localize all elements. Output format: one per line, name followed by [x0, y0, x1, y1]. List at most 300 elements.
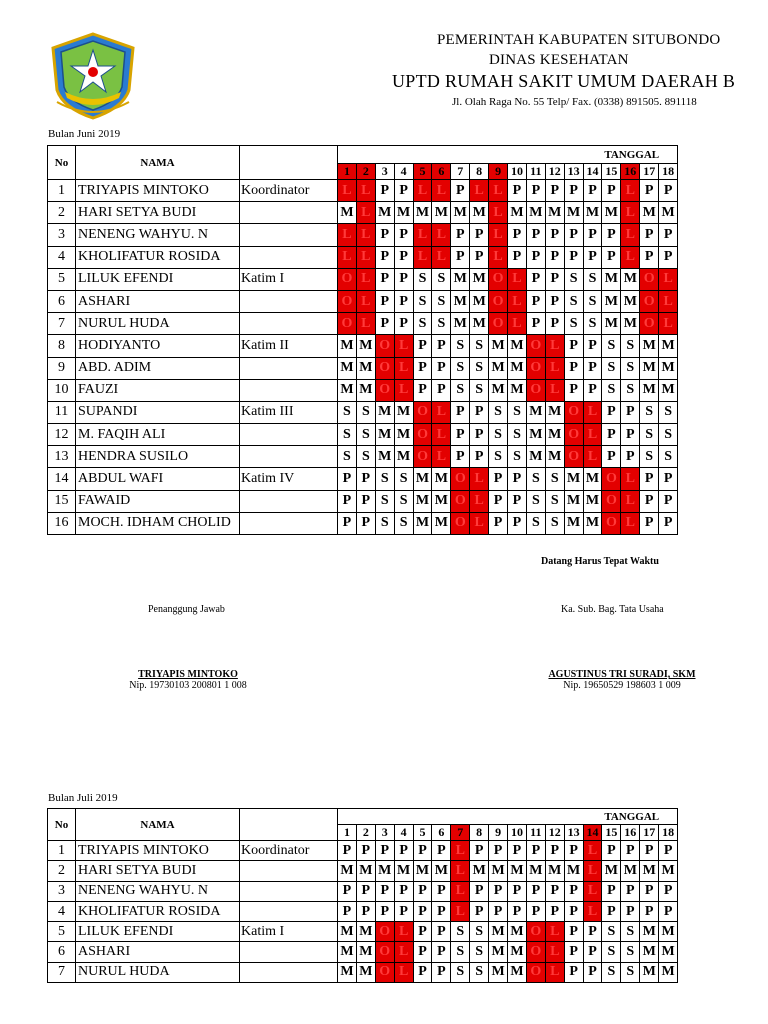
- shift-cell: L: [489, 202, 508, 224]
- shift-cell: S: [602, 379, 621, 401]
- staff-role: [240, 313, 338, 335]
- shift-cell: M: [375, 202, 394, 224]
- shift-cell: P: [413, 962, 432, 982]
- table-row: [48, 224, 678, 246]
- shift-cell: L: [621, 490, 640, 512]
- shift-cell: P: [338, 512, 357, 534]
- shift-cell: S: [356, 446, 375, 468]
- shift-cell: P: [489, 881, 508, 901]
- shift-cell: P: [451, 180, 470, 202]
- shift-cell: M: [583, 468, 602, 490]
- shift-cell: S: [602, 962, 621, 982]
- shift-cell: S: [394, 468, 413, 490]
- day-header: 14: [583, 164, 602, 180]
- shift-cell: P: [583, 357, 602, 379]
- shift-cell: M: [451, 290, 470, 312]
- shift-cell: P: [356, 468, 375, 490]
- shift-cell: S: [545, 468, 564, 490]
- shift-cell: L: [508, 290, 527, 312]
- shift-cell: P: [451, 424, 470, 446]
- shift-cell: P: [621, 424, 640, 446]
- month-label-june: Bulan Juni 2019: [48, 128, 121, 140]
- shift-cell: O: [526, 962, 545, 982]
- shift-cell: P: [545, 180, 564, 202]
- shift-cell: S: [545, 512, 564, 534]
- staff-role: Katim I: [240, 922, 338, 942]
- shift-cell: L: [583, 424, 602, 446]
- day-header: 10: [508, 825, 527, 841]
- staff-role: Katim IV: [240, 468, 338, 490]
- shift-cell: M: [356, 922, 375, 942]
- shift-cell: L: [621, 202, 640, 224]
- day-header: 17: [640, 164, 659, 180]
- shift-cell: P: [526, 268, 545, 290]
- shift-cell: L: [356, 224, 375, 246]
- shift-cell: M: [602, 268, 621, 290]
- shift-cell: M: [602, 202, 621, 224]
- shift-cell: M: [545, 424, 564, 446]
- shift-cell: P: [489, 512, 508, 534]
- shift-cell: O: [375, 942, 394, 962]
- shift-cell: M: [338, 962, 357, 982]
- shift-cell: M: [640, 962, 659, 982]
- table-row: [48, 335, 678, 357]
- shift-cell: O: [640, 313, 659, 335]
- shift-cell: L: [394, 335, 413, 357]
- shift-cell: P: [564, 881, 583, 901]
- shift-cell: P: [394, 313, 413, 335]
- shift-cell: P: [375, 290, 394, 312]
- shift-cell: P: [526, 246, 545, 268]
- shift-cell: P: [659, 468, 678, 490]
- shift-cell: P: [602, 180, 621, 202]
- day-header: 17: [640, 825, 659, 841]
- shift-cell: P: [470, 881, 489, 901]
- shift-cell: P: [583, 224, 602, 246]
- shift-cell: P: [489, 490, 508, 512]
- shift-cell: P: [564, 224, 583, 246]
- shift-cell: M: [508, 202, 527, 224]
- right-signatory-name: AGUSTINUS TRI SURADI, SKM: [548, 669, 696, 680]
- shift-cell: O: [564, 446, 583, 468]
- shift-cell: S: [451, 942, 470, 962]
- row-number: 7: [48, 313, 76, 335]
- staff-role: [240, 246, 338, 268]
- shift-cell: L: [470, 512, 489, 534]
- staff-role: [240, 962, 338, 982]
- shift-cell: P: [545, 224, 564, 246]
- shift-cell: P: [413, 901, 432, 921]
- shift-cell: P: [583, 180, 602, 202]
- shift-cell: P: [602, 224, 621, 246]
- shift-cell: P: [508, 246, 527, 268]
- shift-cell: P: [489, 841, 508, 861]
- shift-cell: M: [356, 962, 375, 982]
- shift-cell: O: [526, 357, 545, 379]
- shift-cell: L: [583, 401, 602, 423]
- shift-cell: S: [508, 424, 527, 446]
- staff-name: NENENG WAHYU. N: [76, 881, 240, 901]
- shift-cell: S: [621, 335, 640, 357]
- day-header: 4: [394, 164, 413, 180]
- day-header: 14: [583, 825, 602, 841]
- header-tanggal: TANGGAL: [338, 146, 678, 164]
- header-role: [240, 809, 338, 841]
- shift-cell: M: [356, 942, 375, 962]
- shift-cell: P: [470, 224, 489, 246]
- shift-cell: P: [432, 942, 451, 962]
- shift-cell: O: [602, 490, 621, 512]
- row-number: 6: [48, 942, 76, 962]
- shift-cell: P: [583, 942, 602, 962]
- row-number: 9: [48, 357, 76, 379]
- staff-name: LILUK EFENDI: [76, 922, 240, 942]
- shift-cell: L: [545, 962, 564, 982]
- shift-cell: P: [432, 881, 451, 901]
- day-header: 6: [432, 825, 451, 841]
- shift-cell: P: [545, 313, 564, 335]
- header-nama: NAMA: [76, 809, 240, 841]
- shift-cell: P: [659, 490, 678, 512]
- day-header: 16: [621, 164, 640, 180]
- table-row: [48, 379, 678, 401]
- shift-cell: S: [640, 401, 659, 423]
- shift-cell: P: [640, 490, 659, 512]
- shift-cell: S: [470, 942, 489, 962]
- shift-cell: P: [545, 290, 564, 312]
- day-header: 6: [432, 164, 451, 180]
- shift-cell: S: [451, 335, 470, 357]
- shift-cell: O: [375, 379, 394, 401]
- shift-cell: M: [470, 290, 489, 312]
- shift-cell: M: [489, 379, 508, 401]
- table-row: [48, 881, 678, 901]
- shift-cell: M: [338, 357, 357, 379]
- shift-cell: L: [545, 379, 564, 401]
- shift-cell: L: [432, 246, 451, 268]
- shift-cell: M: [338, 335, 357, 357]
- shift-cell: M: [659, 922, 678, 942]
- shift-cell: M: [508, 942, 527, 962]
- day-header: 16: [621, 825, 640, 841]
- shift-cell: M: [375, 401, 394, 423]
- shift-cell: P: [508, 841, 527, 861]
- shift-cell: M: [640, 357, 659, 379]
- shift-cell: M: [545, 401, 564, 423]
- shift-cell: L: [413, 224, 432, 246]
- staff-name: M. FAQIH ALI: [76, 424, 240, 446]
- shift-cell: M: [508, 335, 527, 357]
- shift-cell: P: [432, 841, 451, 861]
- shift-cell: M: [659, 202, 678, 224]
- shift-cell: L: [356, 180, 375, 202]
- staff-name: MOCH. IDHAM CHOLID: [76, 512, 240, 534]
- shift-cell: M: [640, 942, 659, 962]
- shift-cell: P: [526, 313, 545, 335]
- shift-cell: P: [451, 446, 470, 468]
- right-signatory: [531, 669, 713, 691]
- shift-cell: P: [394, 901, 413, 921]
- day-header: 5: [413, 164, 432, 180]
- shift-cell: M: [640, 379, 659, 401]
- shift-cell: P: [564, 379, 583, 401]
- shift-cell: P: [413, 841, 432, 861]
- shift-cell: M: [659, 357, 678, 379]
- header-role: [240, 146, 338, 180]
- shift-cell: S: [659, 424, 678, 446]
- shift-cell: S: [451, 962, 470, 982]
- shift-cell: M: [432, 490, 451, 512]
- shift-cell: S: [470, 357, 489, 379]
- day-header: 13: [564, 164, 583, 180]
- table-row: [48, 180, 678, 202]
- shift-cell: P: [659, 246, 678, 268]
- left-signatory-nip: Nip. 19730103 200801 1 008: [129, 680, 247, 691]
- roster-table-june: [47, 145, 678, 535]
- shift-cell: M: [489, 922, 508, 942]
- shift-cell: M: [564, 202, 583, 224]
- header-tanggal: TANGGAL: [338, 809, 678, 825]
- staff-name: ASHARI: [76, 290, 240, 312]
- day-header: 11: [526, 825, 545, 841]
- shift-cell: M: [545, 202, 564, 224]
- shift-cell: S: [432, 290, 451, 312]
- left-signatory-title: Penanggung Jawab: [148, 604, 225, 615]
- row-number: 10: [48, 379, 76, 401]
- shift-cell: M: [489, 942, 508, 962]
- shift-cell: O: [602, 512, 621, 534]
- shift-cell: S: [451, 922, 470, 942]
- header-no: No: [48, 146, 76, 180]
- shift-cell: S: [526, 490, 545, 512]
- shift-cell: S: [659, 401, 678, 423]
- staff-role: [240, 290, 338, 312]
- day-header: 18: [659, 164, 678, 180]
- header-no: No: [48, 809, 76, 841]
- shift-cell: P: [659, 841, 678, 861]
- shift-cell: M: [602, 290, 621, 312]
- row-number: 1: [48, 180, 76, 202]
- shift-cell: L: [659, 268, 678, 290]
- shift-cell: O: [375, 922, 394, 942]
- shift-cell: P: [526, 901, 545, 921]
- shift-cell: S: [394, 490, 413, 512]
- shift-cell: P: [356, 512, 375, 534]
- shift-cell: L: [545, 335, 564, 357]
- shift-cell: S: [489, 401, 508, 423]
- shift-cell: S: [602, 942, 621, 962]
- shift-cell: L: [583, 881, 602, 901]
- row-number: 16: [48, 512, 76, 534]
- day-header: 5: [413, 825, 432, 841]
- shift-cell: P: [394, 841, 413, 861]
- right-signatory-nip: Nip. 19650529 198603 1 009: [563, 680, 681, 691]
- shift-cell: P: [545, 901, 564, 921]
- shift-cell: P: [545, 268, 564, 290]
- shift-cell: S: [470, 335, 489, 357]
- header-hospital: UPTD RUMAH SAKIT UMUM DAERAH B: [392, 71, 736, 91]
- shift-cell: M: [621, 268, 640, 290]
- row-number: 13: [48, 446, 76, 468]
- shift-cell: M: [338, 922, 357, 942]
- shift-cell: M: [356, 357, 375, 379]
- shift-cell: S: [545, 490, 564, 512]
- day-header: 12: [545, 164, 564, 180]
- shift-cell: P: [338, 468, 357, 490]
- shift-cell: S: [640, 446, 659, 468]
- shift-cell: S: [470, 379, 489, 401]
- staff-name: HENDRA SUSILO: [76, 446, 240, 468]
- row-number: 3: [48, 881, 76, 901]
- shift-cell: P: [413, 335, 432, 357]
- shift-cell: P: [375, 841, 394, 861]
- shift-cell: O: [375, 357, 394, 379]
- shift-cell: P: [432, 901, 451, 921]
- shift-cell: P: [564, 180, 583, 202]
- shift-cell: M: [621, 313, 640, 335]
- shift-cell: P: [564, 246, 583, 268]
- row-number: 6: [48, 290, 76, 312]
- day-header: 3: [375, 825, 394, 841]
- shift-cell: O: [451, 468, 470, 490]
- shift-cell: P: [583, 962, 602, 982]
- row-number: 2: [48, 861, 76, 881]
- staff-role: [240, 942, 338, 962]
- staff-name: NENENG WAHYU. N: [76, 224, 240, 246]
- shift-cell: L: [432, 424, 451, 446]
- staff-role: [240, 379, 338, 401]
- shift-cell: L: [508, 268, 527, 290]
- shift-cell: P: [413, 881, 432, 901]
- shift-cell: P: [545, 841, 564, 861]
- shift-cell: M: [489, 335, 508, 357]
- shift-cell: L: [470, 490, 489, 512]
- shift-cell: M: [451, 313, 470, 335]
- shift-cell: P: [564, 335, 583, 357]
- shift-cell: P: [526, 180, 545, 202]
- shift-cell: S: [432, 313, 451, 335]
- shift-cell: O: [564, 424, 583, 446]
- staff-name: FAWAID: [76, 490, 240, 512]
- shift-cell: L: [394, 379, 413, 401]
- day-header: 4: [394, 825, 413, 841]
- table-row: [48, 401, 678, 423]
- shift-cell: P: [640, 468, 659, 490]
- shift-cell: L: [432, 446, 451, 468]
- shift-cell: L: [583, 446, 602, 468]
- shift-cell: M: [489, 962, 508, 982]
- shift-cell: M: [602, 313, 621, 335]
- shift-cell: M: [470, 861, 489, 881]
- table-row: [48, 922, 678, 942]
- day-header: 1: [338, 164, 357, 180]
- shift-cell: M: [564, 861, 583, 881]
- shift-cell: P: [526, 290, 545, 312]
- shift-cell: L: [451, 901, 470, 921]
- day-header: 13: [564, 825, 583, 841]
- table-row: [48, 446, 678, 468]
- shift-cell: O: [338, 313, 357, 335]
- table-row: [48, 490, 678, 512]
- shift-cell: P: [564, 942, 583, 962]
- shift-cell: O: [375, 335, 394, 357]
- shift-cell: S: [526, 512, 545, 534]
- shift-cell: P: [432, 357, 451, 379]
- shift-cell: P: [545, 246, 564, 268]
- staff-role: [240, 446, 338, 468]
- row-number: 11: [48, 401, 76, 423]
- shift-cell: L: [432, 401, 451, 423]
- shift-cell: S: [564, 268, 583, 290]
- day-header: 1: [338, 825, 357, 841]
- row-number: 2: [48, 202, 76, 224]
- shift-cell: P: [451, 246, 470, 268]
- shift-cell: O: [338, 268, 357, 290]
- shift-cell: S: [489, 424, 508, 446]
- shift-cell: P: [338, 841, 357, 861]
- shift-cell: M: [602, 861, 621, 881]
- staff-role: [240, 901, 338, 921]
- shift-cell: P: [356, 841, 375, 861]
- shift-cell: P: [621, 446, 640, 468]
- staff-name: NURUL HUDA: [76, 962, 240, 982]
- shift-cell: L: [432, 224, 451, 246]
- row-number: 3: [48, 224, 76, 246]
- shift-cell: O: [526, 379, 545, 401]
- day-header: 11: [526, 164, 545, 180]
- shift-cell: P: [659, 881, 678, 901]
- staff-name: ASHARI: [76, 942, 240, 962]
- shift-cell: M: [356, 379, 375, 401]
- shift-cell: L: [659, 313, 678, 335]
- row-number: 5: [48, 922, 76, 942]
- shift-cell: S: [413, 268, 432, 290]
- staff-role: [240, 357, 338, 379]
- shift-cell: P: [583, 246, 602, 268]
- shift-cell: P: [508, 490, 527, 512]
- shift-cell: P: [338, 901, 357, 921]
- shift-cell: M: [432, 861, 451, 881]
- shift-cell: L: [394, 942, 413, 962]
- header-nama: NAMA: [76, 146, 240, 180]
- shift-cell: P: [338, 881, 357, 901]
- shift-cell: P: [470, 901, 489, 921]
- staff-role: [240, 424, 338, 446]
- shift-cell: P: [470, 424, 489, 446]
- shift-cell: P: [432, 962, 451, 982]
- shift-cell: O: [526, 942, 545, 962]
- shift-cell: L: [394, 357, 413, 379]
- shift-cell: P: [508, 224, 527, 246]
- shift-cell: O: [526, 335, 545, 357]
- staff-role: [240, 202, 338, 224]
- staff-name: TRIYAPIS MINTOKO: [76, 841, 240, 861]
- shift-cell: P: [375, 881, 394, 901]
- shift-cell: L: [356, 246, 375, 268]
- shift-cell: P: [602, 841, 621, 861]
- shift-cell: P: [356, 881, 375, 901]
- shift-cell: P: [375, 224, 394, 246]
- shift-cell: L: [621, 224, 640, 246]
- shift-cell: L: [338, 180, 357, 202]
- shift-cell: M: [432, 468, 451, 490]
- shift-cell: O: [489, 313, 508, 335]
- shift-cell: M: [338, 202, 357, 224]
- shift-cell: L: [583, 861, 602, 881]
- shift-cell: P: [545, 881, 564, 901]
- shift-cell: L: [413, 180, 432, 202]
- shift-cell: P: [659, 901, 678, 921]
